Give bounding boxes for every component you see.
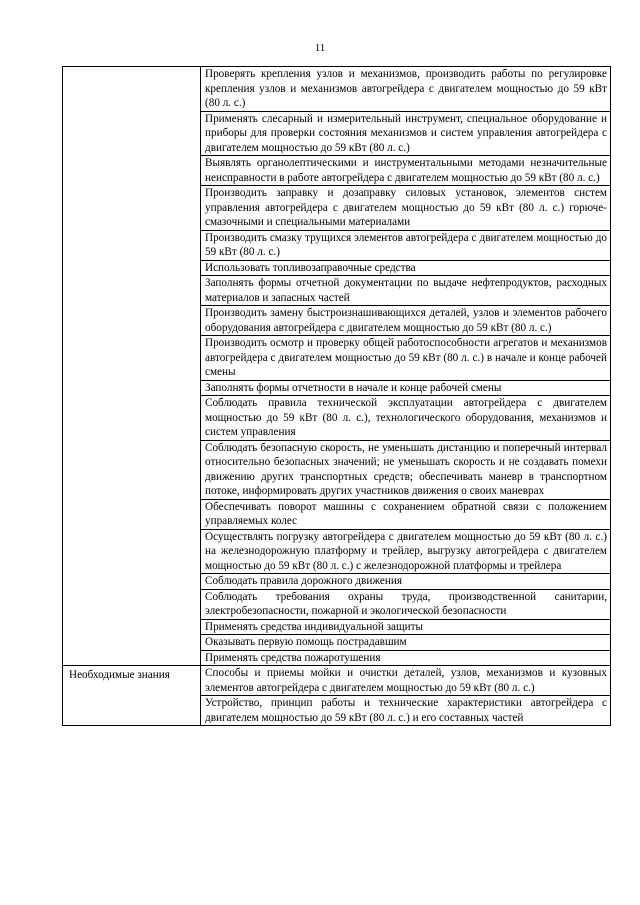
requirement-item: Применять средства индивидуальной защиты bbox=[201, 619, 611, 635]
requirement-item: Соблюдать безопасную скорость, не уменьшать дистанцию и поперечный интервал относительно безопасных значений; не уменьшать скорость и не создавать помехи движению других транспортных средств; обеспечивать маневр в транспортном потоке, информировать других участников движения о своих маневрах bbox=[201, 440, 611, 499]
section-label-empty bbox=[63, 260, 201, 276]
table-row bbox=[63, 574, 611, 590]
requirement-item: Заполнять формы отчетности в начале и конце рабочей смены bbox=[201, 380, 611, 396]
requirement-item: Применять слесарный и измерительный инструмент, специальное оборудование и приборы для проверки состояния механизмов и систем управления автогрейдера с двигателем мощностью до 59 кВт (80 л. с.) bbox=[201, 111, 611, 156]
requirement-item: Способы и приемы мойки и очистки деталей, узлов, механизмов и кузовных элементов автогрейдера с двигателем мощностью до 59 кВт (80 л. с.) bbox=[201, 666, 611, 696]
section-label-empty bbox=[63, 276, 201, 306]
table-row bbox=[63, 650, 611, 666]
section-label-empty bbox=[63, 336, 201, 381]
section-label-empty bbox=[63, 529, 201, 574]
table-row bbox=[63, 666, 611, 696]
table-row bbox=[63, 529, 611, 574]
requirement-item: Соблюдать требования охраны труда, производственной санитарии, электробезопасности, пожарной и экологической безопасности bbox=[201, 589, 611, 619]
table-row bbox=[63, 499, 611, 529]
table-row bbox=[63, 186, 611, 231]
requirement-item: Оказывать первую помощь пострадавшим bbox=[201, 635, 611, 651]
requirement-item: Проверять крепления узлов и механизмов, производить работы по регулировке крепления узлов и механизмов автогрейдера с двигателем мощностью до 59 кВт (80 л. с.) bbox=[201, 67, 611, 112]
section-label-empty bbox=[63, 440, 201, 499]
requirement-item: Выявлять органолептическими и инструментальными методами незначительные неисправности в работе автогрейдера с двигателем мощностью до 59 кВт (80 л. с.) bbox=[201, 156, 611, 186]
section-label: Необходимые знания bbox=[63, 666, 201, 696]
table-row bbox=[63, 156, 611, 186]
requirement-item: Устройство, принцип работы и технические характеристики автогрейдера с двигателем мощностью до 59 кВт (80 л. с.) и его составных частей bbox=[201, 696, 611, 726]
section-label-empty bbox=[63, 589, 201, 619]
requirement-item: Использовать топливозаправочные средства bbox=[201, 260, 611, 276]
requirement-item: Заполнять формы отчетной документации по выдаче нефтепродуктов, расходных материалов и запасных частей bbox=[201, 276, 611, 306]
page-number: 11 bbox=[314, 42, 326, 54]
table-row bbox=[63, 635, 611, 651]
table-row bbox=[63, 589, 611, 619]
requirement-item: Производить смазку трущихся элементов автогрейдера с двигателем мощностью до 59 кВт (80 л. с.) bbox=[201, 230, 611, 260]
table-row bbox=[63, 276, 611, 306]
table-row bbox=[63, 619, 611, 635]
table-row bbox=[63, 380, 611, 396]
requirement-item: Соблюдать правила технической эксплуатации автогрейдера с двигателем мощностью до 59 кВт (80 л. с.), технологического оборудования, механизмов и систем управления bbox=[201, 396, 611, 441]
requirement-item: Обеспечивать поворот машины с сохранением обратной связи с положением управляемых колес bbox=[201, 499, 611, 529]
section-label-empty bbox=[63, 635, 201, 651]
requirements-table-body bbox=[63, 67, 611, 726]
section-label-empty bbox=[63, 650, 201, 666]
requirement-item: Производить замену быстроизнашивающихся деталей, узлов и элементов рабочего оборудования автогрейдера с двигателем мощностью до 59 кВт (80 л. с.) bbox=[201, 306, 611, 336]
table-row bbox=[63, 440, 611, 499]
requirement-item: Производить заправку и дозаправку силовых установок, элементов систем управления автогрейдера с двигателем мощностью до 59 кВт (80 л. с.) горюче-смазочными и специальными материалами bbox=[201, 186, 611, 231]
section-label-empty bbox=[63, 67, 201, 112]
table-row bbox=[63, 111, 611, 156]
table-row bbox=[63, 230, 611, 260]
section-label-empty bbox=[63, 696, 201, 726]
section-label-empty bbox=[63, 396, 201, 441]
section-label-empty bbox=[63, 499, 201, 529]
table-row bbox=[63, 696, 611, 726]
section-label-empty bbox=[63, 306, 201, 336]
requirement-item: Применять средства пожаротушения bbox=[201, 650, 611, 666]
section-label-empty bbox=[63, 186, 201, 231]
table-row bbox=[63, 260, 611, 276]
section-label-empty bbox=[63, 111, 201, 156]
requirements-table bbox=[62, 66, 611, 726]
requirement-item: Осуществлять погрузку автогрейдера с двигателем мощностью до 59 кВт (80 л. с.) на железнодорожную платформу и трейлер, выгрузку автогрейдера с двигателем мощностью до 59 кВт (80 л. с.) с железнодорожной платформы и трейлера bbox=[201, 529, 611, 574]
table-row bbox=[63, 67, 611, 112]
requirement-item: Производить осмотр и проверку общей работоспособности агрегатов и механизмов автогрейдера с двигателем мощностью до 59 кВт (80 л. с.) в начале и конце рабочей смены bbox=[201, 336, 611, 381]
section-label-empty bbox=[63, 619, 201, 635]
section-label-empty bbox=[63, 574, 201, 590]
table-row bbox=[63, 396, 611, 441]
table-row bbox=[63, 336, 611, 381]
section-label-empty bbox=[63, 380, 201, 396]
requirement-item: Соблюдать правила дорожного движения bbox=[201, 574, 611, 590]
table-row bbox=[63, 306, 611, 336]
section-label-empty bbox=[63, 230, 201, 260]
section-label-empty bbox=[63, 156, 201, 186]
